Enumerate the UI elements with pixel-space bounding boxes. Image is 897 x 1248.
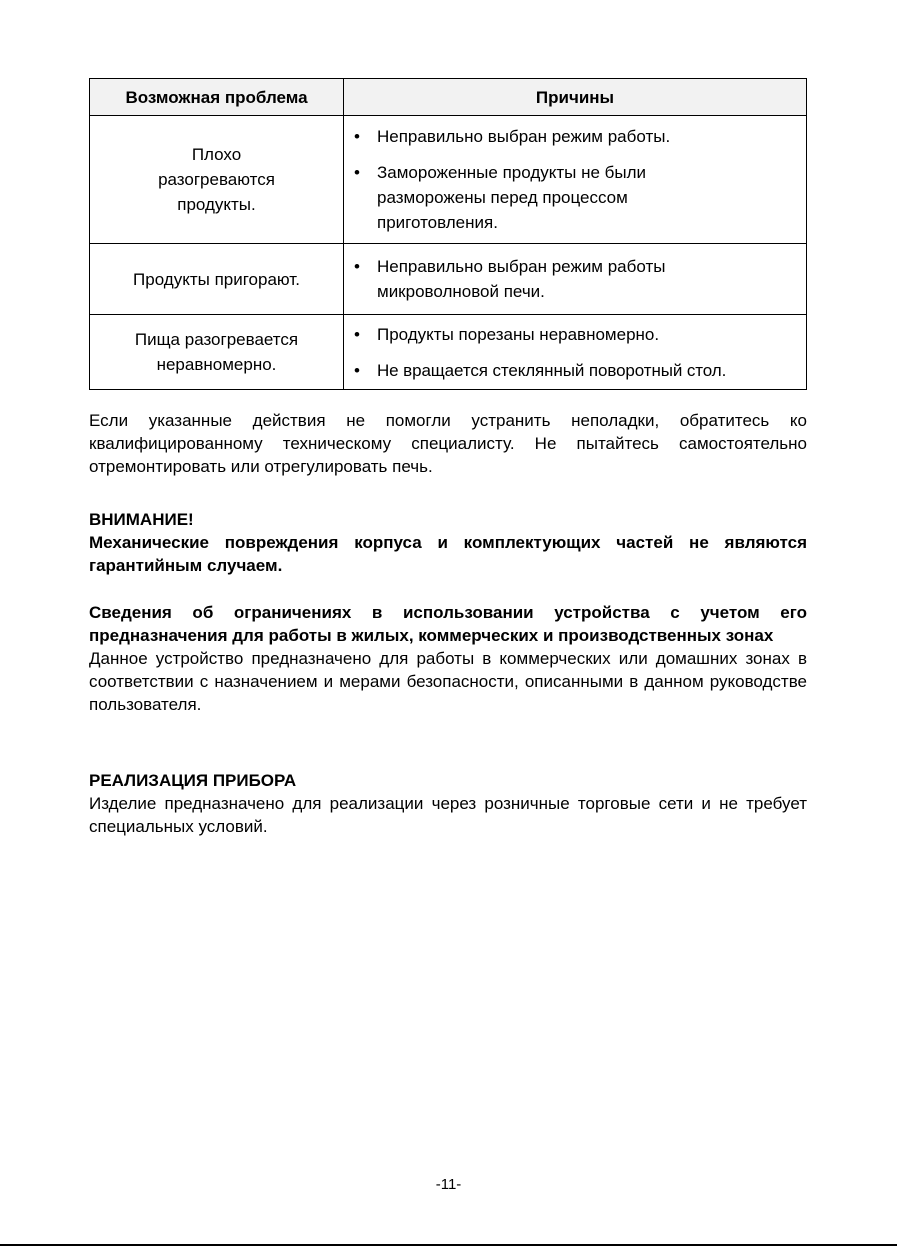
usage-text: Данное устройство предназначено для работы в коммерческих или домашних зонах в соответствии с назначением и мерами безопасности, описанными в данном руководстве пользователя. [89, 649, 807, 714]
cause-text: Не вращается стеклянный поворотный стол. [377, 360, 727, 380]
header-problem: Возможная проблема [90, 79, 344, 116]
table-row [90, 315, 807, 390]
bullet-icon: • [354, 257, 360, 276]
table-header-row [90, 79, 807, 116]
cause-text: Замороженные продукты не были разморожены перед процессом приготовления. [377, 163, 647, 232]
causes-cell [344, 244, 807, 315]
problem-cell [90, 315, 344, 390]
cause-text: Продукты порезаны неравномерно. [377, 324, 660, 344]
cause-list [344, 254, 806, 304]
list-item [344, 160, 806, 235]
problem-line: Пища разогревается [134, 330, 299, 349]
problem-line: продукты. [177, 195, 256, 214]
causes-cell [344, 116, 807, 244]
bullet-icon: • [354, 163, 360, 182]
bullet-icon: • [354, 127, 360, 146]
list-item [344, 254, 806, 304]
list-item [344, 322, 806, 347]
table-row [90, 116, 807, 244]
page-number: -11- [435, 1176, 462, 1193]
troubleshooting-table [89, 78, 807, 390]
warning-text: Механические повреждения корпуса и комплектующих частей не являются гарантийным случаем. [89, 533, 807, 575]
problem-line: разогреваются [158, 170, 275, 189]
bottom-divider [0, 1244, 897, 1246]
header-causes: Причины [344, 79, 807, 116]
problem-line: Продукты пригорают. [133, 269, 300, 289]
problem-line: Плохо [191, 145, 242, 164]
sales-title: РЕАЛИЗАЦИЯ ПРИБОРА [89, 771, 297, 790]
usage-title: Сведения об ограничениях в использовании устройства с учетом его предназначения для работы в жилых, коммерческих и производственных зонах [89, 603, 807, 645]
list-item [344, 358, 806, 383]
warning-section [89, 508, 807, 577]
causes-cell [344, 315, 807, 390]
list-item [344, 124, 806, 149]
warning-title: ВНИМАНИЕ! [89, 510, 194, 529]
bullet-icon: • [354, 324, 360, 344]
cause-list [344, 124, 806, 235]
problem-cell [90, 244, 344, 315]
bullet-icon: • [354, 360, 360, 380]
problem-line: неравномерно. [156, 355, 277, 374]
advice-text: Если указанные действия не помогли устранить неполадки, обратитесь ко квалифицированному техническому специалисту. Не пытайтесь самостоятельно отремонтировать или отрегулировать печь. [89, 411, 807, 476]
cause-text: Неправильно выбран режим работы микроволновой печи. [377, 257, 666, 301]
sales-text: Изделие предназначено для реализации через розничные торговые сети и не требует специальных условий. [89, 794, 807, 836]
cause-text: Неправильно выбран режим работы. [377, 127, 671, 146]
table-row [90, 244, 807, 315]
usage-section [89, 601, 807, 716]
sales-section [89, 769, 807, 838]
problem-cell [90, 116, 344, 244]
advice-section [89, 409, 807, 478]
cause-list [344, 322, 806, 383]
